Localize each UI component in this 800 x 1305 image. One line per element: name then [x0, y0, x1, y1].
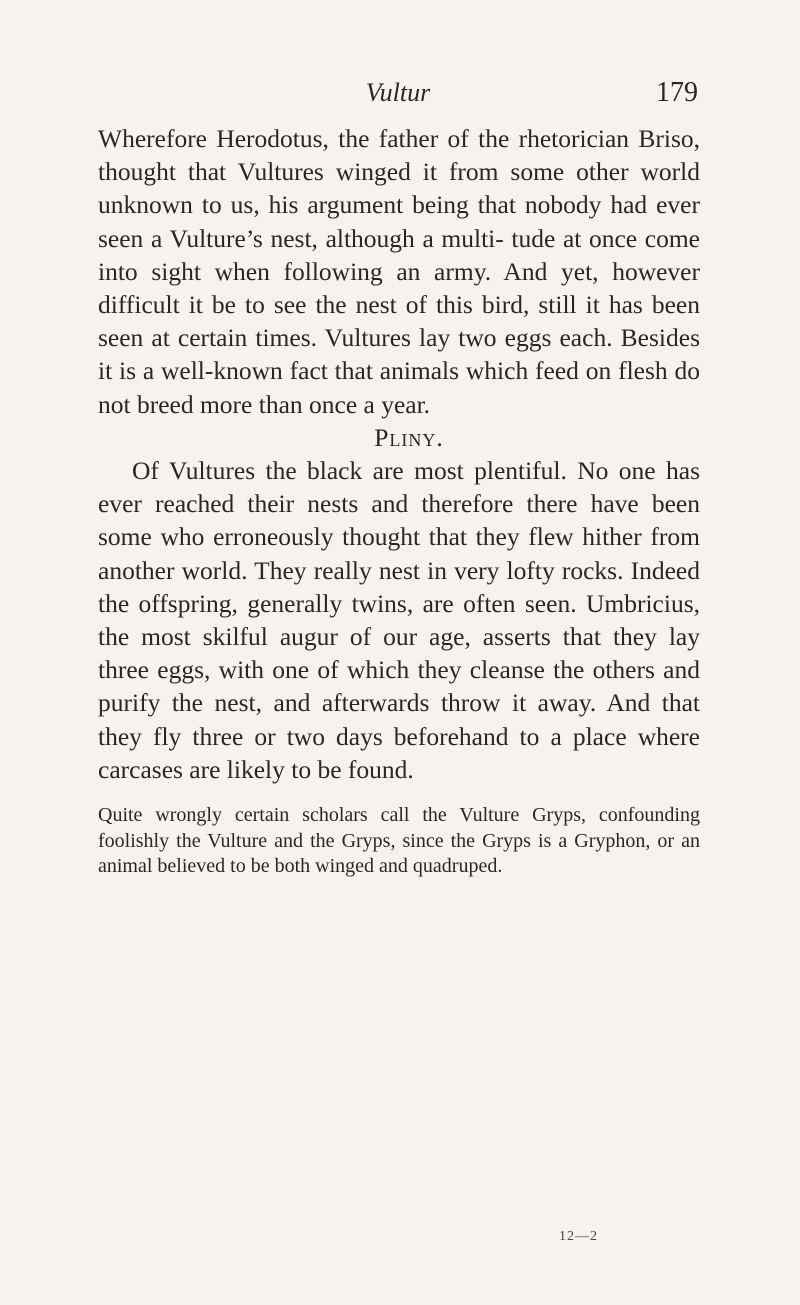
page-number: 179 — [656, 77, 698, 108]
note-gryps: Quite wrongly certain scholars call the Vulture Gryps, confounding foolishly the Vulture and the Gryps, since the Gryps is a Gryphon, or an animal believed to be both winged and quadruped. — [98, 804, 700, 878]
running-head — [98, 73, 698, 113]
paragraph-vultures-black: Of Vultures the black are most plentiful. No one has ever reached their nests and therefore there have been some who erroneously thought that they flew hither from another world. They really nest in very lofty rocks. Indeed the offspring, generally twins, are often seen. Umbricius, the most skilful augur of our age, asserts that they lay three eggs, with one of which they cleanse the others and purify the nest, and afterwards throw it away. And that they fly three or two days beforehand to a place where carcases are likely to be found. — [98, 456, 700, 784]
running-title: Vultur — [365, 78, 431, 107]
paragraph-herodotus: Wherefore Herodotus, the father of the rhetorician Briso, thought that Vultures winged it from some other world unknown to us, his argument being that nobody had ever seen a Vulture’s nest, although a multi- tude at once come into sight when following an army. And yet, however difficult it be to see the nest of this bird, still it has been seen at certain times. Vultures lay two eggs each. Besides it is a well-known fact that animals which feed on flesh do not breed more than once a year. — [98, 124, 700, 419]
attribution-pliny: Pliny. — [374, 422, 444, 452]
body-text — [98, 122, 700, 880]
signature-mark: 12—2 — [559, 1229, 598, 1244]
